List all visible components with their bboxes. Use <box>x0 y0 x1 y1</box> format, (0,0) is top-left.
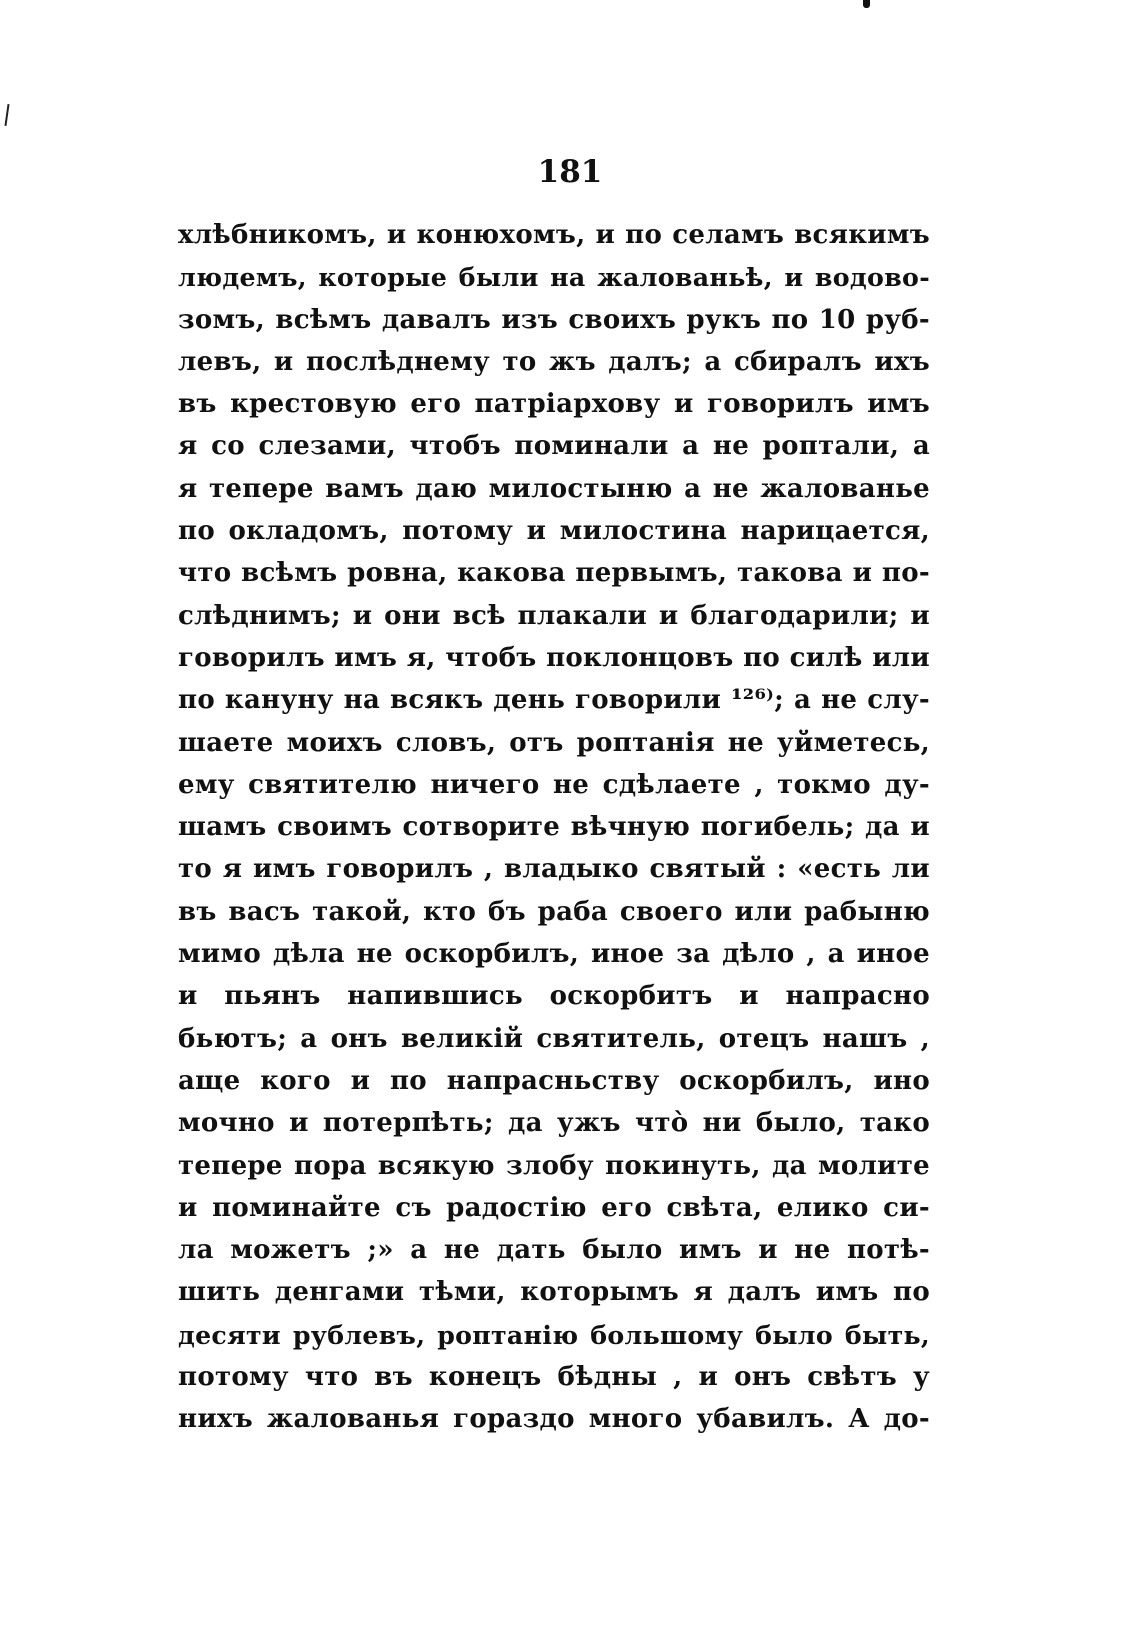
text-line: мочно и потерпѣть; да ужъ что̀ ни было, тако <box>178 1108 930 1139</box>
body-text <box>178 214 930 1441</box>
text-line: шамъ своимъ сотворите вѣчную погибель; да и <box>178 812 930 843</box>
text-line: по кануну на всякъ день говорили ¹²⁶⁾; а не слу- <box>178 685 930 716</box>
text-line: десяти рублевъ, роптанію большому было быть, <box>178 1319 930 1350</box>
text-line: нихъ жалованья гораздо много убавилъ. А до- <box>178 1404 930 1435</box>
scan-mark <box>4 104 9 126</box>
text-line: по окладомъ, потому и милостина нарицается, <box>178 516 930 547</box>
text-line: въ крестовую его патріархову и говорилъ имъ <box>178 389 930 420</box>
text-line: потому что въ конецъ бѣдны , и онъ свѣтъ у <box>178 1362 930 1393</box>
text-line: бьютъ; а онъ великій святитель, отецъ нашъ , <box>178 1023 930 1054</box>
text-line: мимо дѣла не оскорбилъ, иное за дѣло , а иное <box>178 939 930 970</box>
text-line: шаете моихъ словъ, отъ роптанія не уйметесь, <box>178 727 930 758</box>
text-line: говорилъ имъ я, чтобъ поклонцовъ по силѣ или <box>178 642 930 673</box>
text-line: я со слезами, чтобъ поминали а не роптали, а <box>178 431 930 462</box>
text-line: зомъ, всѣмъ давалъ изъ своихъ рукъ по 10 руб- <box>178 304 930 335</box>
text-line: ему святителю ничего не сдѣлаете , токмо ду- <box>178 769 930 800</box>
text-line: въ васъ такой, кто бъ раба своего или рабыню <box>178 896 930 927</box>
text-line: и поминайте съ радостію его свѣта, елико си- <box>178 1192 930 1223</box>
text-line: тепере пора всякую злобу покинуть, да молите <box>178 1150 930 1181</box>
text-line: слѣднимъ; и они всѣ плакали и благодарили; и <box>178 600 930 631</box>
text-line: ла можетъ ;» а не дать было имъ и не потѣ- <box>178 1235 930 1266</box>
text-line: и пьянъ напившись оскорбитъ и напрасно <box>178 981 930 1012</box>
text-line: то я имъ говорилъ , владыко святый : «есть ли <box>178 854 930 885</box>
text-line: шить денгами тѣми, которымъ я далъ имъ по <box>178 1277 930 1308</box>
text-line: что всѣмъ ровна, какова первымъ, такова и по- <box>178 558 930 589</box>
scan-mark <box>863 0 870 8</box>
text-line: людемъ, которые были на жалованьѣ, и водово- <box>178 262 930 293</box>
text-line: хлѣбникомъ, и конюхомъ, и по селамъ всякимъ <box>178 220 930 250</box>
text-line: левъ, и послѣднему то жъ далъ; а сбиралъ ихъ <box>178 346 930 377</box>
page-number: 181 <box>537 154 603 190</box>
text-line: аще кого и по напрасньству оскорбилъ, ино <box>178 1065 930 1096</box>
text-line: я тепере вамъ даю милостыню а не жалованье <box>178 473 930 504</box>
